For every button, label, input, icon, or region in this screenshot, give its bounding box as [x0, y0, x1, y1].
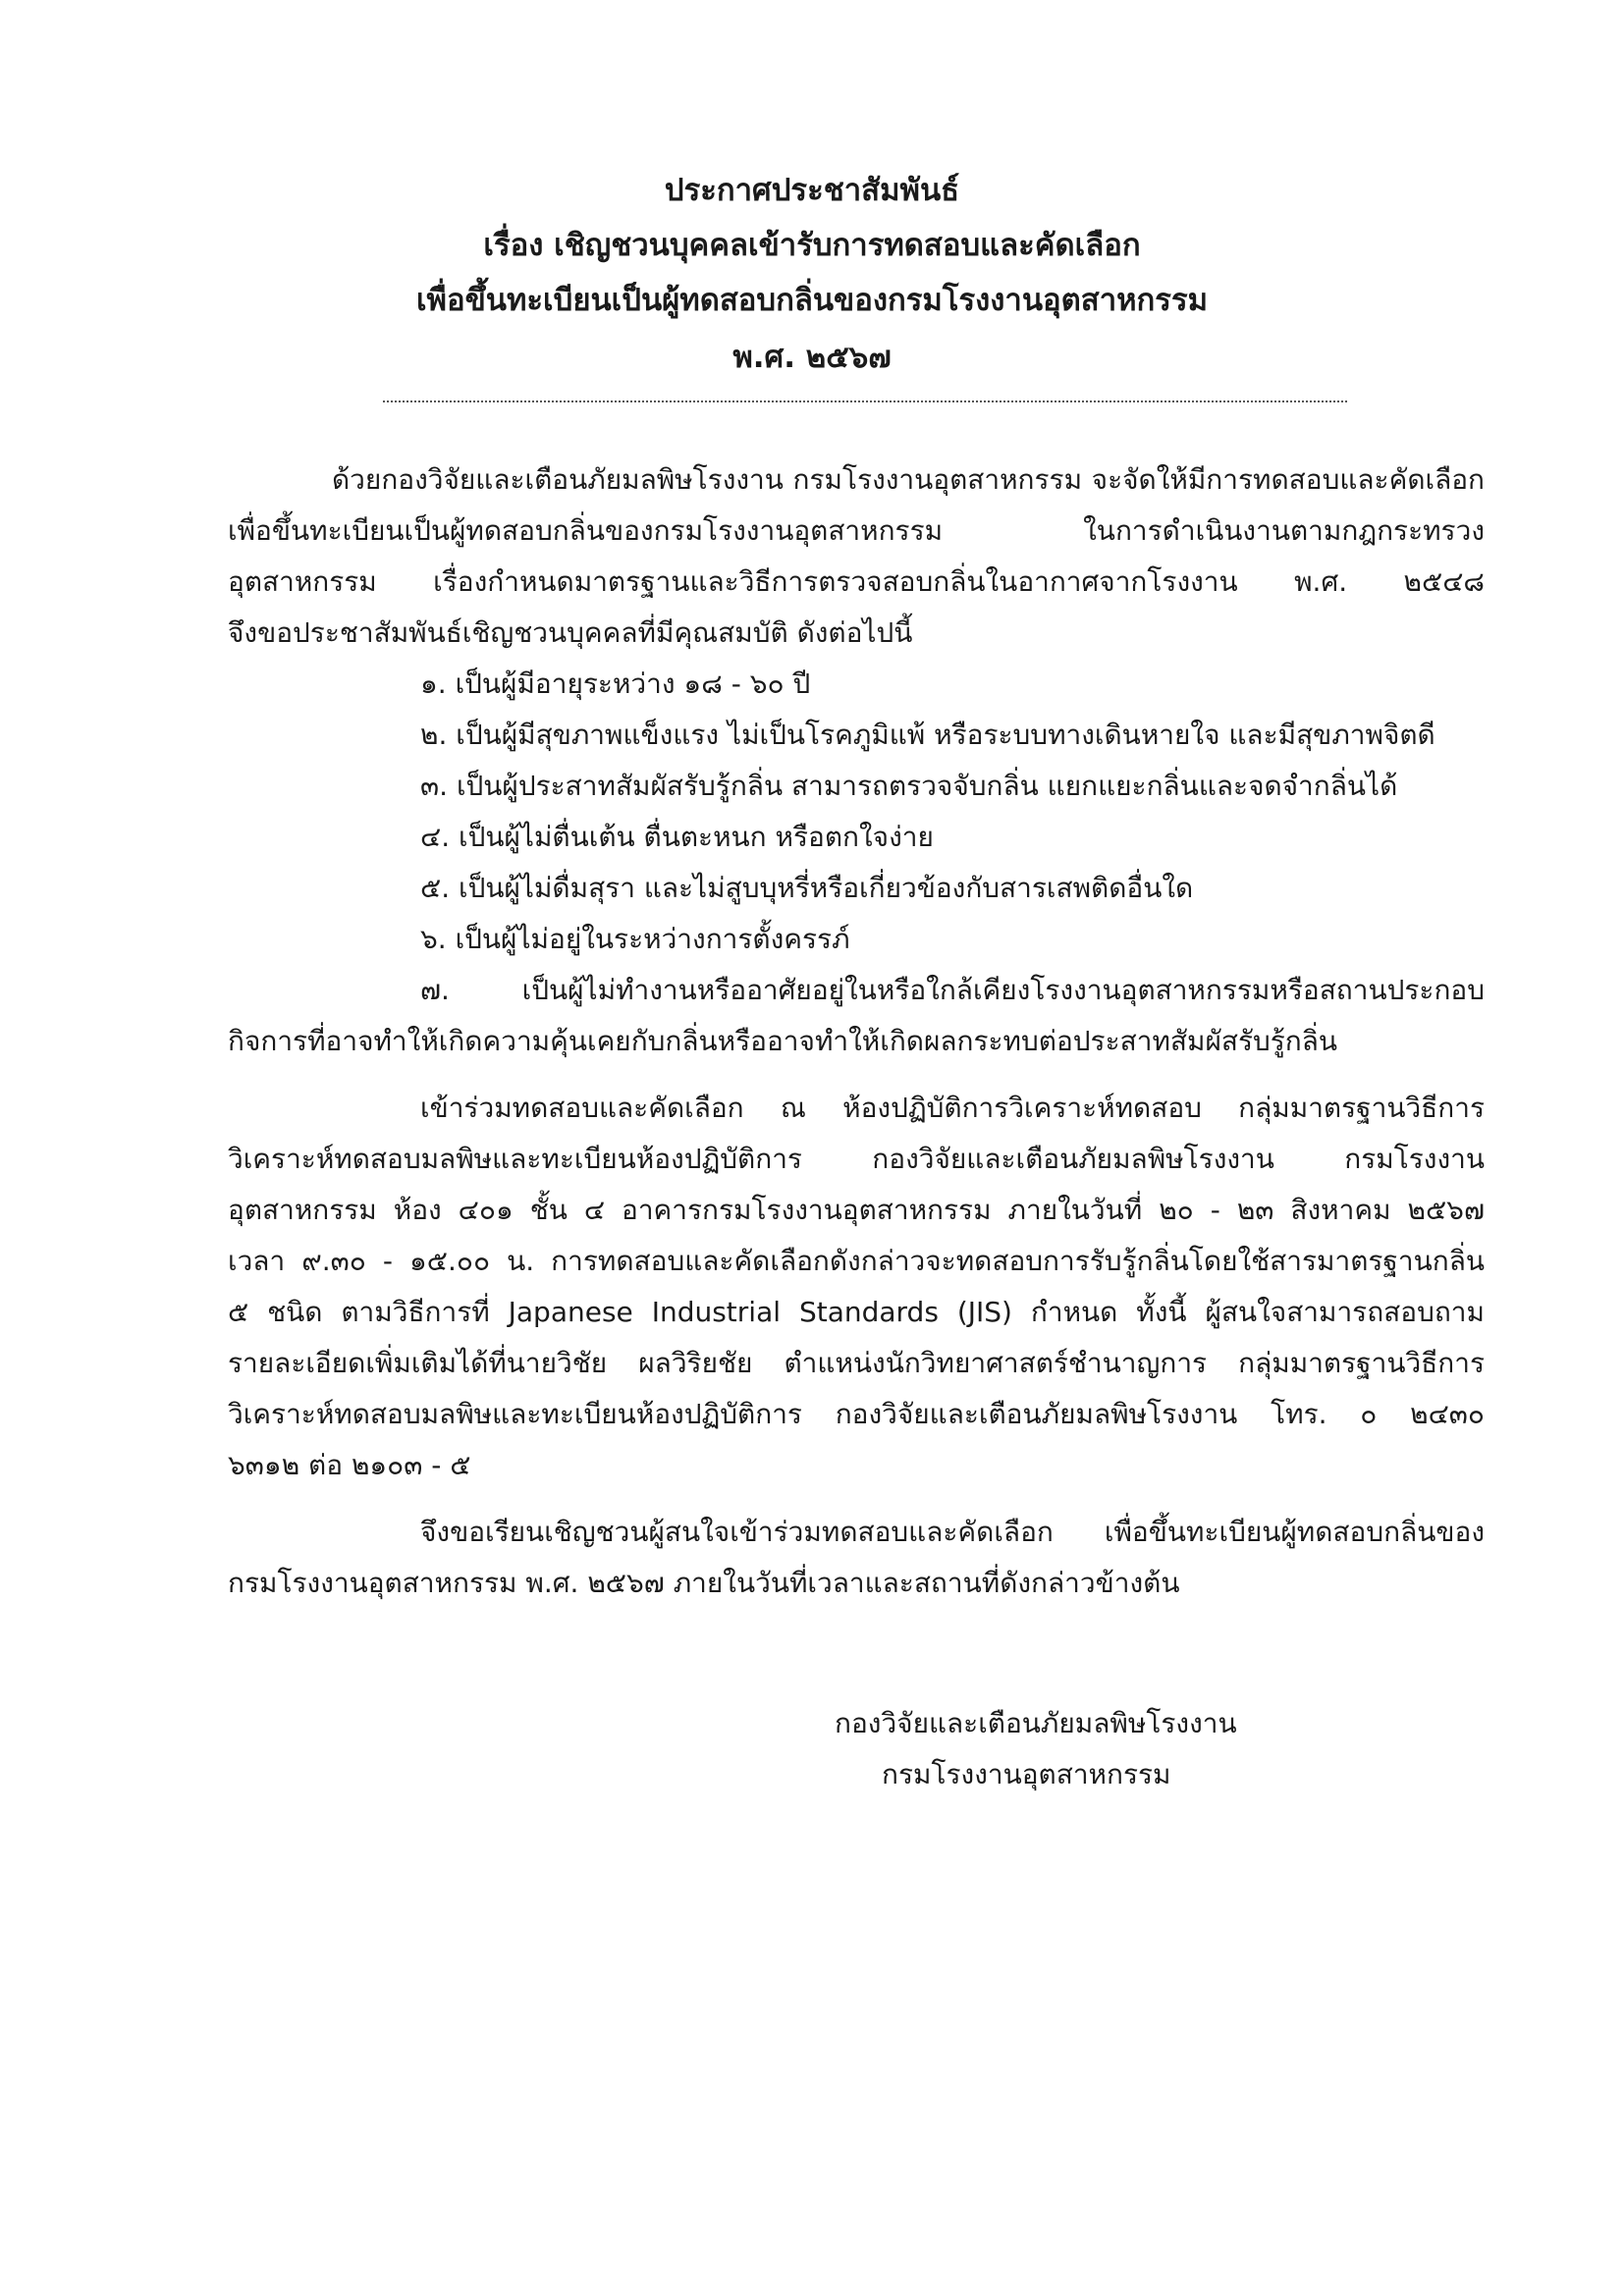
qualification-item: ๑. เป็นผู้มีอายุระหว่าง ๑๘ - ๖๐ ปี [420, 667, 811, 700]
details-line-6: รายละเอียดเพิ่มเติมได้ที่นายวิชัย ผลวิริยชัย ตำแหน่งนักวิทยาศาสตร์ชำนาญการ กลุ่มมาตรฐานวิธีการ [228, 1347, 1485, 1379]
signature-division: กองวิจัยและเตือนภัยมลพิษโรงงาน [835, 1707, 1237, 1739]
qualification-item: ๖. เป็นผู้ไม่อยู่ในระหว่างการตั้งครรภ์ [420, 923, 850, 955]
details-line-5: ๕ ชนิด ตามวิธีการที่ Japanese Industrial Standards (JIS) กำหนด ทั้งนี้ ผู้สนใจสามารถสอบถาม [228, 1296, 1485, 1328]
intro-line-4: จึงขอประชาสัมพันธ์เชิญชวนบุคคลที่มีคุณสมบัติ ดังต่อไปนี้ [228, 616, 913, 649]
intro-line-3: อุตสาหกรรม เรื่องกำหนดมาตรฐานและวิธีการตรวจสอบกลิ่นในอากาศจากโรงงาน พ.ศ. ๒๕๔๘ [228, 565, 1485, 598]
details-line-1: เข้าร่วมทดสอบและคัดเลือก ณ ห้องปฏิบัติการวิเคราะห์ทดสอบ กลุ่มมาตรฐานวิธีการ [420, 1092, 1485, 1124]
announcement-year: พ.ศ. ๒๕๖๗ [732, 340, 892, 375]
intro-line-1: ด้วยกองวิจัยและเตือนภัยมลพิษโรงงาน กรมโรงงานอุตสาหกรรม จะจัดให้มีการทดสอบและคัดเลือก [332, 463, 1485, 496]
qualification-item: ๗. เป็นผู้ไม่ทำงานหรืออาศัยอยู่ในหรือใกล้เคียงโรงงานอุตสาหกรรมหรือสถานประกอบ [420, 974, 1485, 1006]
qualification-item: ๔. เป็นผู้ไม่ตื่นเต้น ตื่นตะหนก หรือตกใจง่าย [420, 821, 934, 853]
details-line-2: วิเคราะห์ทดสอบมลพิษและทะเบียนห้องปฏิบัติการ กองวิจัยและเตือนภัยมลพิษโรงงาน กรมโรงงาน [228, 1143, 1485, 1175]
closing-line-2: กรมโรงงานอุตสาหกรรม พ.ศ. ๒๕๖๗ ภายในวันที่เวลาและสถานที่ดังกล่าวข้างต้น [228, 1567, 1180, 1599]
signature-department: กรมโรงงานอุตสาหกรรม [882, 1758, 1171, 1790]
details-line-4: เวลา ๙.๓๐ - ๑๕.๐๐ น. การทดสอบและคัดเลือกดังกล่าวจะทดสอบการรับรู้กลิ่นโดยใช้สารมาตรฐานกลิ่น [228, 1245, 1485, 1277]
closing-line-1: จึงขอเรียนเชิญชวนผู้สนใจเข้าร่วมทดสอบและคัดเลือก เพื่อขึ้นทะเบียนผู้ทดสอบกลิ่นของ [420, 1516, 1485, 1548]
details-line-7: วิเคราะห์ทดสอบมลพิษและทะเบียนห้องปฏิบัติการ กองวิจัยและเตือนภัยมลพิษโรงงาน โทร. ๐ ๒๔๓๐ [228, 1398, 1485, 1430]
announcement-subject-line2: เพื่อขึ้นทะเบียนเป็นผู้ทดสอบกลิ่นของกรมโรงงานอุตสาหกรรม [415, 283, 1209, 318]
qualification-item-continued: กิจการที่อาจทำให้เกิดความคุ้นเคยกับกลิ่นหรืออาจทำให้เกิดผลกระทบต่อประสาทสัมผัสรับรู้กลิ่น [228, 1025, 1338, 1057]
announcement-title: ประกาศประชาสัมพันธ์ [664, 173, 960, 208]
intro-line-2: เพื่อขึ้นทะเบียนเป็นผู้ทดสอบกลิ่นของกรมโรงงานอุตสาหกรรม ในการดำเนินงานตามกฎกระทรวง [228, 514, 1485, 547]
announcement-subject: เรื่อง เชิญชวนบุคคลเข้ารับการทดสอบและคัดเลือก [483, 228, 1141, 263]
details-line-8: ๖๓๑๒ ต่อ ๒๑๐๓ - ๕ [228, 1449, 471, 1481]
details-line-3: อุตสาหกรรม ห้อง ๔๐๑ ชั้น ๔ อาคารกรมโรงงานอุตสาหกรรม ภายในวันที่ ๒๐ - ๒๓ สิงหาคม ๒๕๖๗ [228, 1194, 1485, 1226]
qualification-item: ๓. เป็นผู้ประสาทสัมผัสรับรู้กลิ่น สามารถตรวจจับกลิ่น แยกแยะกลิ่นและจดจำกลิ่นได้ [420, 770, 1398, 802]
dotted-divider [383, 400, 1347, 402]
qualification-item: ๒. เป็นผู้มีสุขภาพแข็งแรง ไม่เป็นโรคภูมิแพ้ หรือระบบทางเดินหายใจ และมีสุขภาพจิตดี [420, 719, 1435, 751]
qualification-item: ๕. เป็นผู้ไม่ดื่มสุรา และไม่สูบบุหรี่หรือเกี่ยวข้องกับสารเสพติดอื่นใด [420, 872, 1194, 904]
